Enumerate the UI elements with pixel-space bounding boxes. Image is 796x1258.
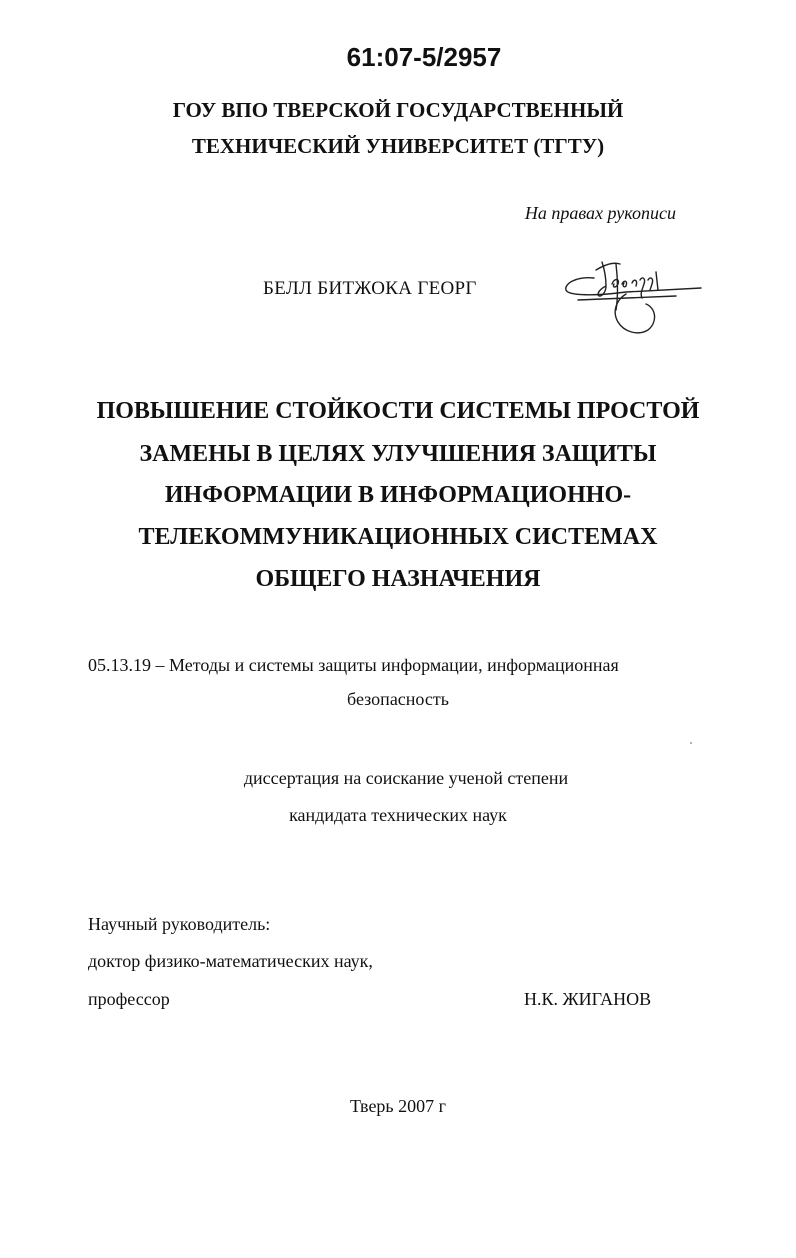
advisor-name: Н.К. ЖИГАНОВ [524,989,652,1009]
specialty-line-1: 05.13.19 – Методы и системы защиты информации, информационная [88,655,619,675]
author-name: БЕЛЛ БИТЖОКА ГЕОРГ [263,278,477,299]
degree-line-2: кандидата технических наук [289,805,507,825]
organization-line-2: ТЕХНИЧЕСКИЙ УНИВЕРСИТЕТ (ТГТУ) [191,134,605,158]
handwritten-signature [556,250,706,345]
specialty-line-2: безопасность [347,689,449,709]
advisor-degree: доктор физико-математических наук, [88,951,373,971]
title-line-3: ИНФОРМАЦИИ В ИНФОРМАЦИОННО- [164,482,632,508]
title-line-1: ПОВЫШЕНИЕ СТОЙКОСТИ СИСТЕМЫ ПРОСТОЙ [96,398,700,424]
advisor-label: Научный руководитель: [88,914,271,934]
title-line-5: ОБЩЕГО НАЗНАЧЕНИЯ [255,566,541,592]
city-year: Тверь 2007 г [349,1096,447,1116]
advisor-rank: профессор [88,989,170,1009]
degree-line-1: диссертация на соискание ученой степени [243,768,569,788]
archive-code: 61:07-5/2957 [346,42,502,72]
title-line-4: ТЕЛЕКОММУНИКАЦИОННЫХ СИСТЕМАХ [138,524,658,550]
scan-speck [690,742,692,744]
manuscript-rights-note: На правах рукописи [524,203,676,223]
title-line-2: ЗАМЕНЫ В ЦЕЛЯХ УЛУЧШЕНИЯ ЗАЩИТЫ [139,441,657,467]
organization-line-1: ГОУ ВПО ТВЕРСКОЙ ГОСУДАРСТВЕННЫЙ [172,98,624,122]
